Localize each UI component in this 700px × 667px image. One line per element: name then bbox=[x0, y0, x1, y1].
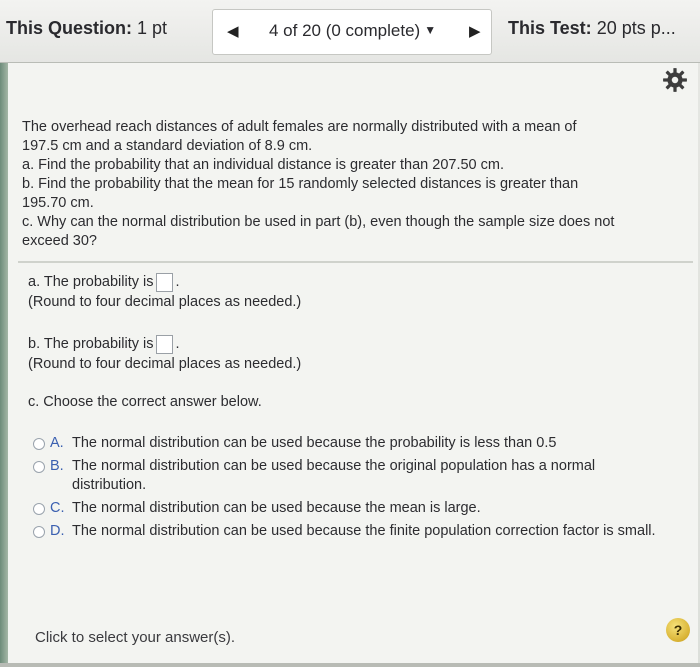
option-d-letter: D. bbox=[50, 523, 65, 539]
answer-b-period: . bbox=[175, 336, 180, 352]
this-test-label: This Test: bbox=[508, 18, 592, 38]
answer-area bbox=[28, 273, 678, 412]
answer-c-label: c. Choose the correct answer below. bbox=[28, 394, 262, 410]
window-edge bbox=[0, 63, 8, 663]
help-icon[interactable]: ? bbox=[666, 618, 690, 642]
this-test-points: 20 pts p... bbox=[596, 18, 676, 38]
option-a-radio[interactable] bbox=[33, 438, 45, 450]
gear-icon[interactable] bbox=[662, 67, 688, 93]
answer-a-period: . bbox=[175, 274, 180, 290]
question-intro-line-2: 197.5 cm and a standard deviation of 8.9 cm. bbox=[22, 138, 313, 154]
option-a-letter: A. bbox=[50, 435, 64, 451]
question-part-a: a. Find the probability that an individual distance is greater than 207.50 cm. bbox=[22, 157, 505, 173]
option-c-radio[interactable] bbox=[33, 503, 45, 515]
bottom-edge bbox=[0, 663, 700, 667]
previous-question-button[interactable]: ◀ bbox=[227, 23, 239, 40]
option-a[interactable] bbox=[33, 434, 683, 453]
section-divider bbox=[18, 261, 693, 263]
answer-a-row bbox=[28, 273, 678, 292]
question-panel bbox=[8, 63, 698, 663]
question-intro-line-1: The overhead reach distances of adult females are normally distributed with a mean of bbox=[22, 119, 577, 135]
question-navigator bbox=[212, 9, 492, 55]
answer-a-note: (Round to four decimal places as needed.) bbox=[28, 294, 302, 310]
answer-b-note: (Round to four decimal places as needed.) bbox=[28, 356, 302, 372]
option-d[interactable] bbox=[33, 522, 683, 541]
option-c[interactable] bbox=[33, 499, 683, 518]
answer-b-row bbox=[28, 335, 678, 354]
option-c-letter: C. bbox=[50, 500, 65, 516]
question-part-c-line-1: c. Why can the normal distribution be used in part (b), even though the sample size does not bbox=[22, 214, 615, 230]
next-question-button[interactable]: ▶ bbox=[469, 23, 481, 40]
option-d-radio[interactable] bbox=[33, 526, 45, 538]
question-points bbox=[6, 18, 167, 39]
test-points bbox=[508, 18, 676, 39]
answer-a-label: a. The probability is bbox=[28, 274, 154, 290]
question-part-b-line-2: 195.70 cm. bbox=[22, 195, 94, 211]
top-bar bbox=[0, 0, 700, 63]
option-b[interactable] bbox=[33, 457, 683, 495]
answer-b-label: b. The probability is bbox=[28, 336, 154, 352]
question-part-c-line-2: exceed 30? bbox=[22, 233, 97, 249]
option-c-text: The normal distribution can be used because the mean is large. bbox=[72, 500, 481, 516]
question-progress-text: 4 of 20 (0 complete) bbox=[269, 21, 421, 40]
question-text bbox=[22, 118, 682, 251]
option-b-radio[interactable] bbox=[33, 461, 45, 473]
this-question-label: This Question: bbox=[6, 18, 132, 38]
option-d-text: The normal distribution can be used because the finite population correction factor is small. bbox=[72, 523, 656, 539]
answer-a-input[interactable] bbox=[156, 273, 173, 292]
answer-b-input[interactable] bbox=[156, 335, 173, 354]
question-progress-dropdown[interactable] bbox=[269, 21, 436, 41]
answer-c-options bbox=[33, 434, 683, 545]
chevron-down-icon: ▼ bbox=[424, 23, 437, 37]
option-b-text: The normal distribution can be used because the original population has a normal distribution. bbox=[72, 458, 596, 493]
this-question-points: 1 pt bbox=[137, 18, 168, 38]
select-answer-hint: Click to select your answer(s). bbox=[35, 629, 236, 646]
option-b-letter: B. bbox=[50, 458, 64, 474]
question-part-b-line-1: b. Find the probability that the mean for 15 randomly selected distances is greater than bbox=[22, 176, 579, 192]
option-a-text: The normal distribution can be used because the probability is less than 0.5 bbox=[72, 435, 557, 451]
